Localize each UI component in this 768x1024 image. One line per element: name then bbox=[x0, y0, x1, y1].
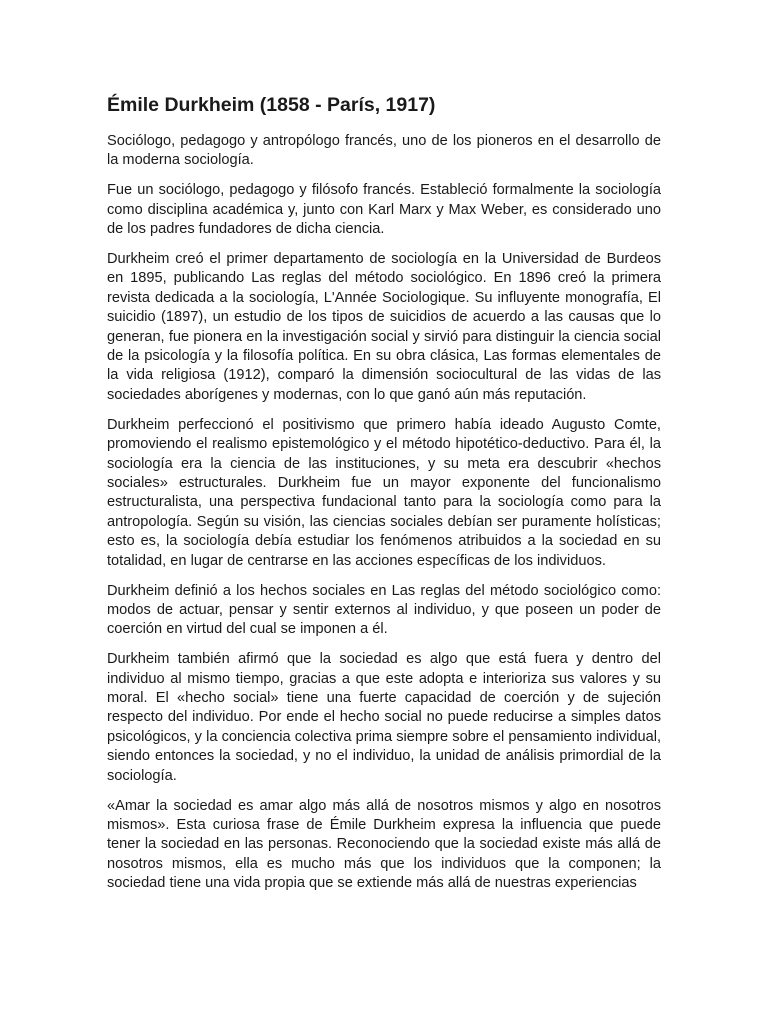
paragraph-quote: «Amar la sociedad es amar algo más allá de nosotros mismos y algo en nosotros mismos». Esta curiosa frase de Émile Durkheim expresa la influencia que puede tener la sociedad en las personas. Reconociendo que la sociedad existe más allá de nosotros mismos, ella es mucho más que los individuos que la componen; la sociedad tiene una vida propia que se extiende más allá de nuestras experiencias bbox=[107, 797, 661, 892]
paragraph-positivism: Durkheim perfeccionó el positivismo que primero había ideado Augusto Comte, promoviendo el realismo epistemológico y el método hipotético-deductivo. Para él, la sociología era la ciencia de las instituciones, y su meta era descubrir «hechos sociales» estructurales. Durkheim fue un mayor exponente del funcionalismo estructuralista, una perspectiva fundacional tanto para la sociología como para la antropología. Según su visión, las ciencias sociales debían ser puramente holísticas; esto es, la sociología debía estudiar los fenómenos atribuidos a la sociedad en su totalidad, en lugar de centrarse en las acciones específicas de los individuos. bbox=[107, 416, 661, 569]
paragraph-social-facts: Durkheim definió a los hechos sociales en Las reglas del método sociológico como: modos de actuar, pensar y sentir externos al individuo, y que poseen un poder de coerción en virtud del cual se imponen a él. bbox=[107, 582, 661, 638]
paragraph-founder: Fue un sociólogo, pedagogo y filósofo francés. Estableció formalmente la sociología como disciplina académica y, junto con Karl Marx y Max Weber, es considerado uno de los padres fundadores de dicha ciencia. bbox=[107, 182, 661, 238]
paragraph-works: Durkheim creó el primer departamento de sociología en la Universidad de Burdeos en 1895, publicando Las reglas del método sociológico. En 1896 creó la primera revista dedicada a la sociología, L'Année Sociologique. Su influyente monografía, El suicidio (1897), un estudio de los tipos de suicidios de acuerdo a las causas que lo generan, fue pionera en la investigación social y sirvió para distinguir la ciencia social de la psicología y la filosofía política. En su obra clásica, Las formas elementales de la vida religiosa (1912), comparó la dimensión sociocultural de las vidas de las sociedades aborígenes y modernas, con lo que ganó aún más reputación. bbox=[107, 251, 661, 403]
paragraph-intro: Sociólogo, pedagogo y antropólogo francés, uno de los pioneros en el desarrollo de la moderna sociología. bbox=[107, 133, 661, 169]
document-title: Émile Durkheim (1858 - París, 1917) bbox=[107, 94, 436, 116]
document-page bbox=[107, 92, 661, 894]
paragraph-society: Durkheim también afirmó que la sociedad es algo que está fuera y dentro del individuo al mismo tiempo, gracias a que este adopta e interioriza sus valores y su moral. El «hecho social» tiene una fuerte capacidad de coerción y de sujeción respecto del individuo. Por ende el hecho social no puede reducirse a simples datos psicológicos, y la conciencia colectiva prima siempre sobre el pensamiento individual, siendo entonces la sociedad, y no el individuo, la unidad de análisis primordial de la sociología. bbox=[107, 651, 661, 784]
